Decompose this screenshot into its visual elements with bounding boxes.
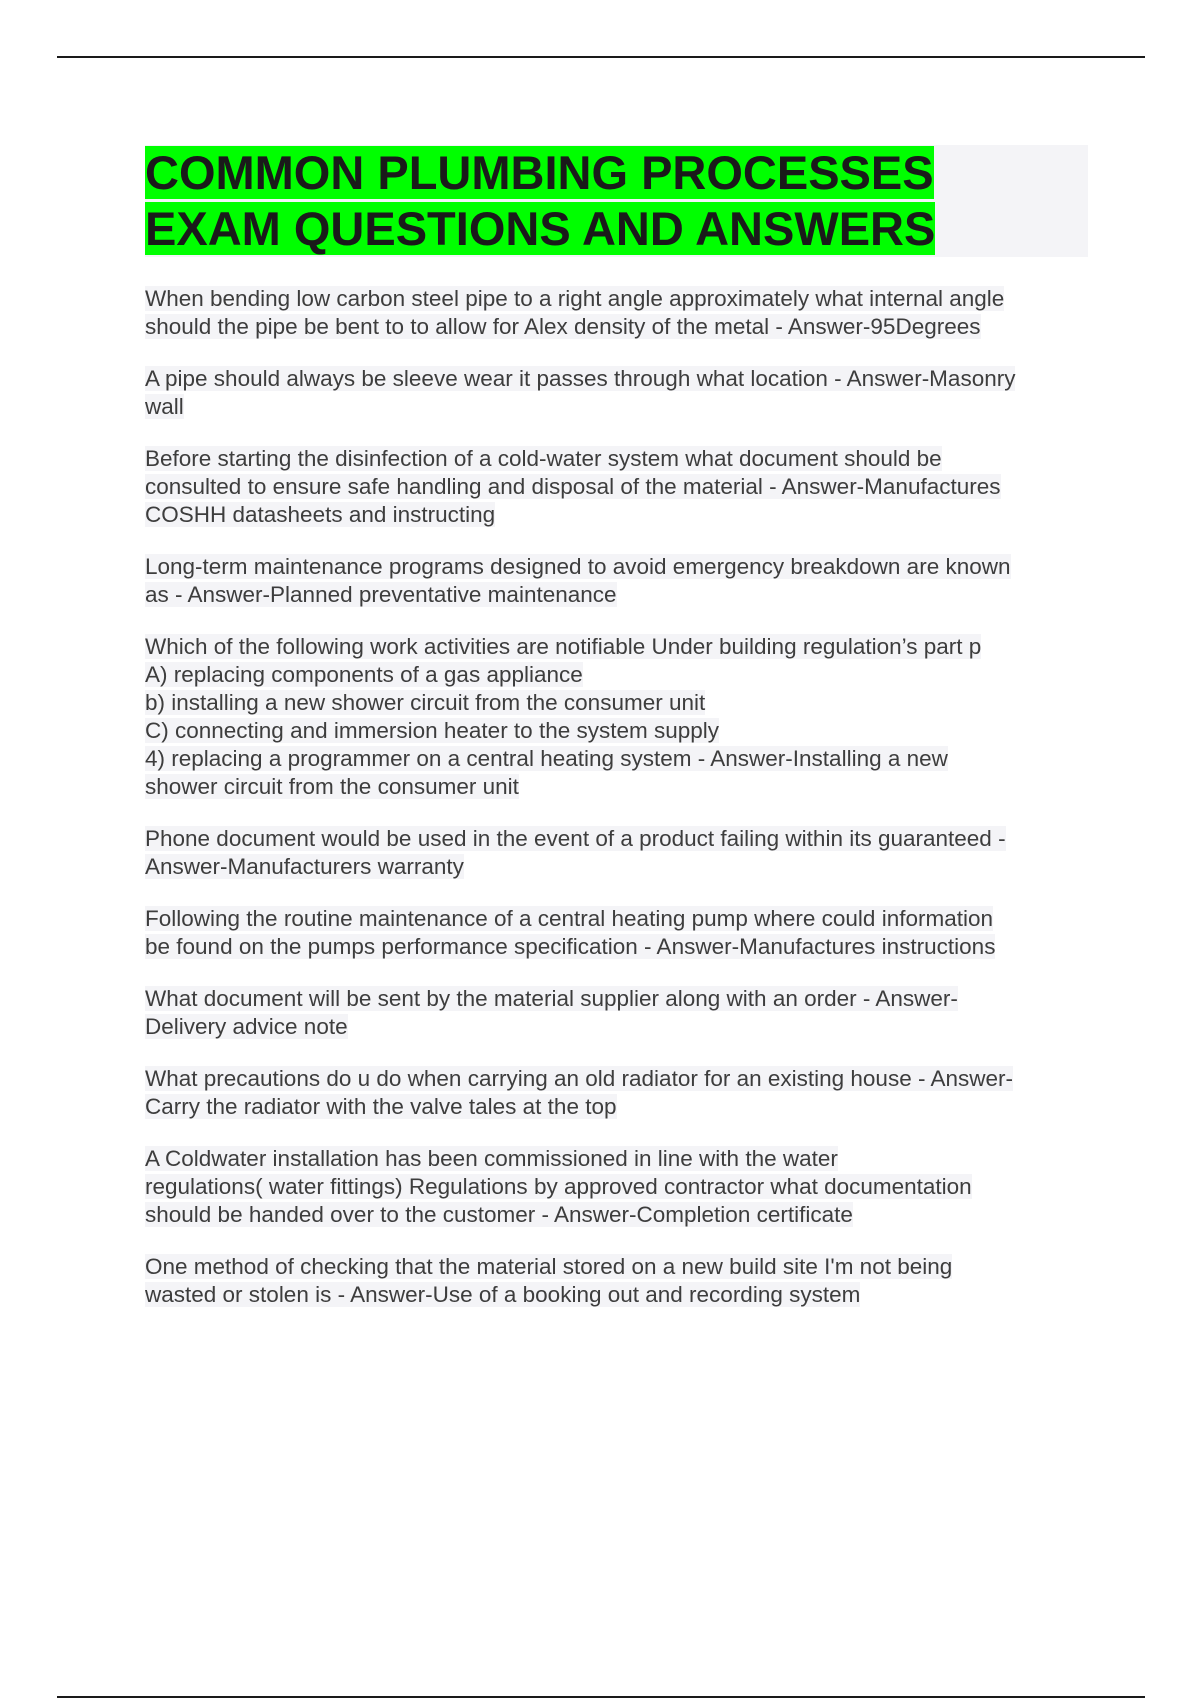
qa-item [145,1145,1090,1229]
qa-line-text: should be handed over to the customer - Answer-Completion certificate [145,1202,853,1227]
qa-line-text: When bending low carbon steel pipe to a right angle approximately what internal angle [145,286,1005,311]
bottom-rule [57,1696,1145,1698]
qa-line [145,1253,1090,1281]
qa-line [145,853,1090,881]
top-rule [57,56,1145,58]
qa-item [145,905,1090,961]
qa-line [145,1065,1090,1093]
qa-line [145,1281,1090,1309]
qa-line [145,1145,1090,1173]
qa-line-text: 4) replacing a programmer on a central heating system - Answer-Installing a new [145,746,948,771]
qa-line [145,313,1090,341]
qa-item [145,553,1090,609]
qa-line-text: be found on the pumps performance specification - Answer-Manufactures instructions [145,934,996,959]
qa-line [145,581,1090,609]
qa-line [145,717,1090,745]
qa-line [145,285,1090,313]
qa-line [145,773,1090,801]
qa-line [145,445,1090,473]
qa-line-text: Phone document would be used in the event of a product failing within its guaranteed - [145,826,1006,851]
qa-line [145,661,1090,689]
qa-line [145,365,1090,393]
qa-line-text: wall [145,394,184,419]
qa-line [145,985,1090,1013]
qa-item [145,365,1090,421]
qa-line [145,393,1090,421]
qa-line-text: Which of the following work activities are notifiable Under building regulation’s part p [145,634,982,659]
title-line: COMMON PLUMBING PROCESSES [145,146,934,199]
qa-line-text: Before starting the disinfection of a cold-water system what document should be [145,446,942,471]
qa-line-text: Carry the radiator with the valve tales at the top [145,1094,617,1119]
qa-item [145,633,1090,801]
document-body [145,145,1090,1309]
qa-list [145,285,1090,1309]
qa-line [145,501,1090,529]
title-line: EXAM QUESTIONS AND ANSWERS [145,202,936,255]
qa-line [145,633,1090,661]
qa-line-text: Long-term maintenance programs designed to avoid emergency breakdown are known [145,554,1011,579]
qa-line-text: regulations( water fittings) Regulations by approved contractor what documentation [145,1174,972,1199]
qa-line [145,905,1090,933]
qa-line-text: should the pipe be bent to to allow for Alex density of the metal - Answer-95Degrees [145,314,981,339]
qa-line-text: A pipe should always be sleeve wear it passes through what location - Answer-Masonry [145,366,1016,391]
qa-line [145,825,1090,853]
qa-line-text: Delivery advice note [145,1014,348,1039]
qa-item [145,445,1090,529]
qa-item [145,1065,1090,1121]
qa-line-text: COSHH datasheets and instructing [145,502,496,527]
qa-item [145,985,1090,1041]
qa-line-text: What document will be sent by the material supplier along with an order - Answer- [145,986,958,1011]
qa-line-text: What precautions do u do when carrying an old radiator for an existing house - Answer- [145,1066,1013,1091]
qa-line [145,689,1090,717]
qa-line-text: consulted to ensure safe handling and disposal of the material - Answer-Manufactures [145,474,1001,499]
qa-line [145,1201,1090,1229]
qa-item [145,285,1090,341]
document-title [145,145,1088,257]
qa-line [145,1173,1090,1201]
qa-line-text: C) connecting and immersion heater to the system supply [145,718,720,743]
qa-line [145,1013,1090,1041]
qa-line-text: Following the routine maintenance of a central heating pump where could information [145,906,994,931]
qa-line [145,745,1090,773]
qa-line-text: A Coldwater installation has been commissioned in line with the water [145,1146,838,1171]
qa-line [145,553,1090,581]
qa-line-text: One method of checking that the material stored on a new build site I'm not being [145,1254,953,1279]
qa-line-text: A) replacing components of a gas appliance [145,662,583,687]
qa-line-text: Answer-Manufacturers warranty [145,854,464,879]
qa-line-text: as - Answer-Planned preventative maintenance [145,582,617,607]
qa-line [145,1093,1090,1121]
qa-line-text: wasted or stolen is - Answer-Use of a booking out and recording system [145,1282,861,1307]
qa-item [145,825,1090,881]
qa-line [145,933,1090,961]
qa-item [145,1253,1090,1309]
qa-line [145,473,1090,501]
qa-line-text: shower circuit from the consumer unit [145,774,519,799]
qa-line-text: b) installing a new shower circuit from the consumer unit [145,690,706,715]
